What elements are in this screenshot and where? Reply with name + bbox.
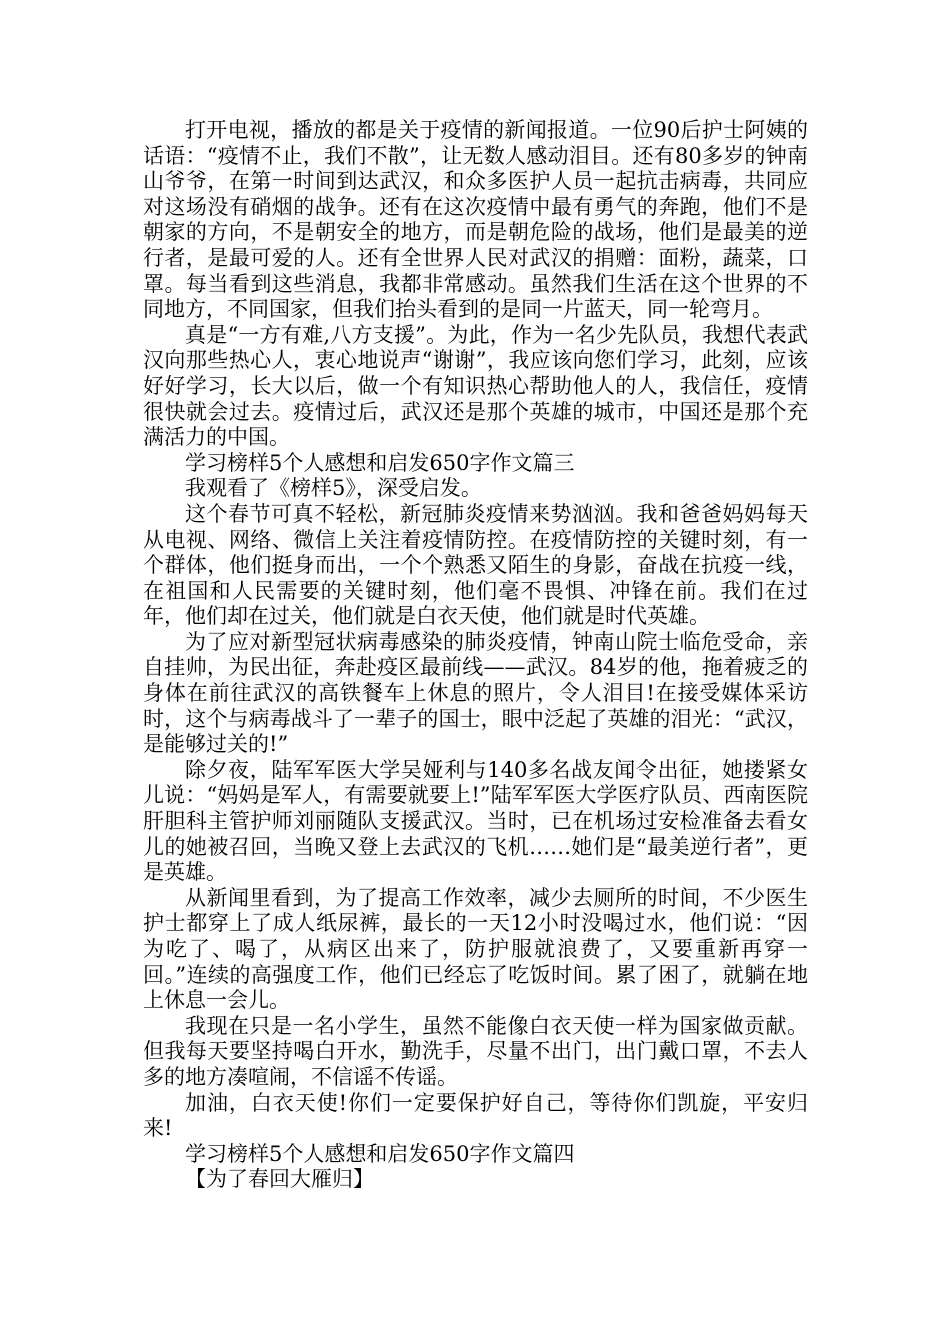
section-subtitle: 【为了春回大雁归】 [185, 1167, 374, 1192]
paragraph-support: 真是“一方有难,八方支援”。为此，作为一名少先队员，我想代表武汉向那些热心人，衷心地说声“谢谢”，我应该向您们学习，此刻，应该好好学习，长大以后，做一个有知识热心帮助他人的人，我信任，疫情很快就会过去。疫情过后，武汉还是那个英雄的城市，中国还是那个充满活力的中国。 [143, 322, 808, 450]
section-heading-part-three: 学习榜样5个人感想和启发650字作文篇三 [185, 450, 575, 475]
paragraph-intro: 我观看了《榜样5》，深受启发。 [185, 476, 482, 501]
paragraph-cheer: 加油，白衣天使!你们一定要保护好自己，等待你们凯旋，平安归来! [143, 1090, 808, 1141]
section-heading-part-four: 学习榜样5个人感想和启发650字作文篇四 [185, 1141, 575, 1166]
paragraph-zhong-nanshan: 为了应对新型冠状病毒感染的肺炎疫情，钟南山院士临危受命，亲自挂帅，为民出征，奔赴疫区最前线——武汉。84岁的他，拖着疲乏的身体在前往武汉的高铁餐车上休息的照片，令人泪目!在接受媒体采访时，这个与病毒战斗了一辈子的国士，眼中泛起了英雄的泪光：“武汉，是能够过关的!” [143, 629, 808, 757]
paragraph-new-year-eve: 除夕夜，陆军军医大学吴娅利与140多名战友闻令出征，她搂紧女儿说：“妈妈是军人，有需要就要上!”陆军军医大学医疗队员、西南医院肝胆科主管护师刘丽随队支援武汉。当时，已在机场过安检准备去看女儿的她被召回，当晚又登上去武汉的飞机……她们是“最美逆行者”，更是英雄。 [143, 757, 808, 885]
document-body [143, 118, 808, 1193]
paragraph-student: 我现在只是一名小学生，虽然不能像白衣天使一样为国家做贡献。但我每天要坚持喝白开水，勤洗手，尽量不出门，出门戴口罩，不去人多的地方凑喧闹，不信谣不传谣。 [143, 1013, 808, 1089]
paragraph-tv-news: 打开电视，播放的都是关于疫情的新闻报道。一位90后护士阿姨的话语：“疫情不止，我们不散”，让无数人感动泪目。还有80多岁的钟南山爷爷，在第一时间到达武汉，和众多医护人员一起抗击病毒，共同应对这场没有硝烟的战争。还有在这次疫情中最有勇气的奔跑，他们不是朝家的方向，不是朝安全的地方，而是朝危险的战场，他们是最美的逆行者，是最可爱的人。还有全世界人民对武汉的捐赠：面粉，蔬菜，口罩。每当看到这些消息，我都非常感动。虽然我们生活在这个世界的不同地方，不同国家，但我们抬头看到的是同一片蓝天，同一轮弯月。 [143, 118, 808, 322]
paragraph-medical-staff: 从新闻里看到，为了提高工作效率，减少去厕所的时间，不少医生护士都穿上了成人纸尿裤，最长的一天12小时没喝过水，他们说：“因为吃了、喝了，从病区出来了，防护服就浪费了，又要重新再穿一回。”连续的高强度工作，他们已经忘了吃饭时间。累了困了，就躺在地上休息一会儿。 [143, 885, 808, 1013]
paragraph-spring-festival: 这个春节可真不轻松，新冠肺炎疫情来势汹汹。我和爸爸妈妈每天从电视、网络、微信上关注着疫情防控。在疫情防控的关键时刻，有一个群体，他们挺身而出，一个个熟悉又陌生的身影，奋战在抗疫一线，在祖国和人民需要的关键时刻，他们毫不畏惧、冲锋在前。我们在过年，他们却在过关，他们就是白衣天使，他们就是时代英雄。 [143, 501, 808, 629]
